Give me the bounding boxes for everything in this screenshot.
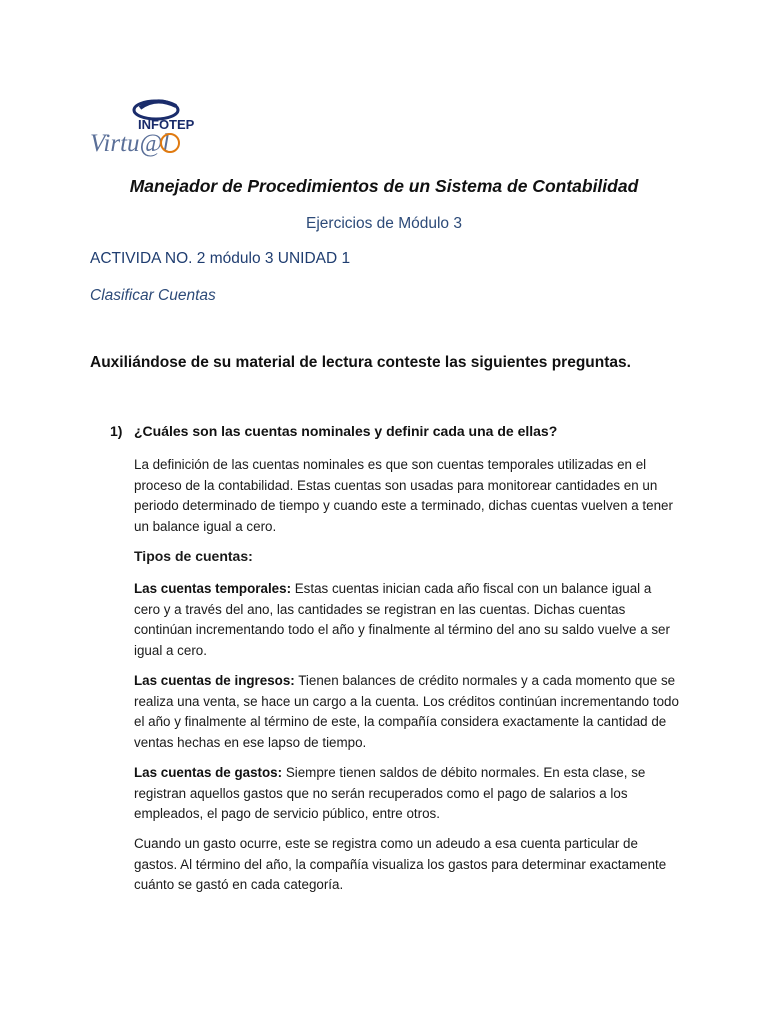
question-text: ¿Cuáles son las cuentas nominales y definir cada una de ellas? (134, 423, 558, 439)
globe-arc (140, 101, 176, 108)
instruction-text: Auxiliándose de su material de lectura conteste las siguientes preguntas. (90, 354, 631, 371)
gastos-text: Siempre tienen saldos de débito normales. En esta clase, se registran aquellos gastos que no serán recuperados como el pago de salarios a los empleados, el pago de servicio público, entre otros. (134, 765, 646, 821)
logo-brand-top: INFOTEP (138, 117, 195, 132)
question-number: 1) (110, 423, 123, 439)
types-heading: Tipos de cuentas: (134, 548, 253, 564)
logo-brand-bottom: Virtu@l (90, 130, 170, 157)
section-heading: Clasificar Cuentas (90, 287, 216, 304)
infotep-virtual-logo (90, 96, 202, 158)
temporales-text: Estas cuentas inician cada año fiscal con un balance igual a cero y a través del ano, las cantidades se registran en las cuentas. Dichas cuentas continúan incrementando todo el año y finalmente al término del ano su saldo vuelve a ser igual a cero. (134, 581, 670, 658)
closing-paragraph: Cuando un gasto ocurre, este se registra como un adeudo a esa cuenta particular de gastos. Al término del año, la compañía visualiza los gastos para determinar exactamente cuánto se gastó en cada categoría. (134, 836, 667, 892)
gastos-label: Las cuentas de gastos: (134, 765, 283, 780)
gastos-paragraph (134, 763, 679, 825)
temporales-label: Las cuentas temporales: (134, 581, 292, 596)
document-title: Manejador de Procedimientos de un Sistema de Contabilidad (129, 176, 639, 196)
logo-graphic (90, 96, 202, 158)
ingresos-paragraph (134, 671, 679, 753)
temporales-paragraph (134, 579, 679, 661)
ingresos-text: Tienen balances de crédito normales y a cada momento que se realiza una venta, se hace un cargo a la cuenta. Los créditos continúan incrementando todo el año y finalmente al término de este, la compañía considera exactamente la cantidad de ventas hechas en ese lapso de tiempo. (134, 673, 679, 750)
activity-heading: ACTIVIDA NO. 2 módulo 3 UNIDAD 1 (90, 250, 351, 267)
ingresos-label: Las cuentas de ingresos: (134, 673, 295, 688)
document-subtitle: Ejercicios de Módulo 3 (306, 215, 462, 232)
answer-intro: La definición de las cuentas nominales es que son cuentas temporales utilizadas en el proceso de la contabilidad. Estas cuentas son usadas para monitorear cantidades en un periodo determinado de tiempo y cuando este a terminado, dichas cuentas vuelven a tener un balance igual a cero. (134, 457, 673, 534)
